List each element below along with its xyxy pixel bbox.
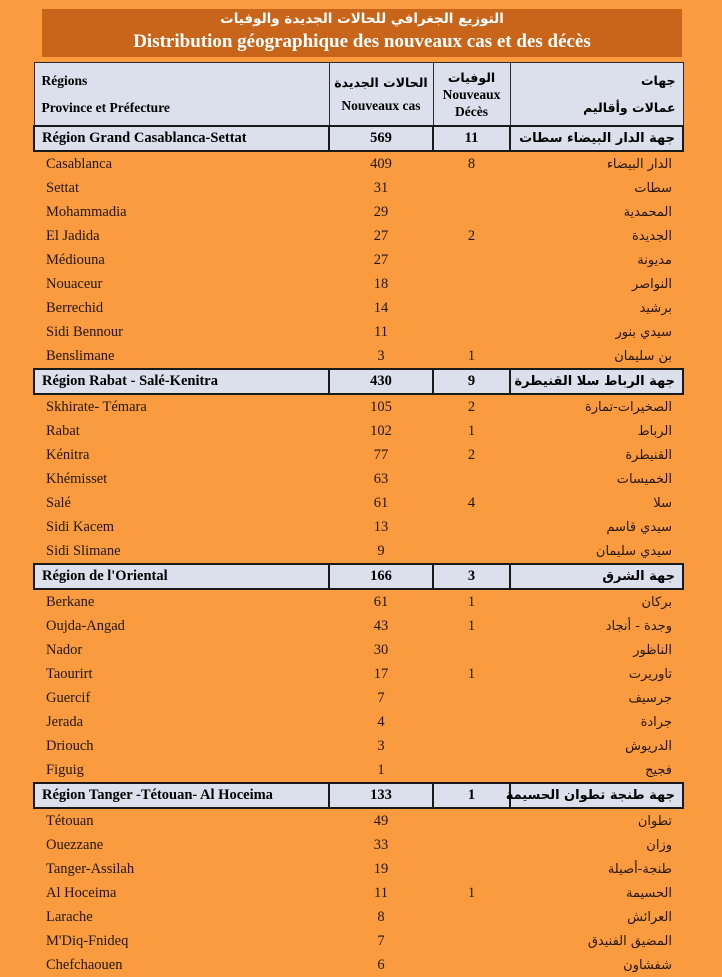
region-summary-row xyxy=(34,369,683,394)
province-name: Figuig xyxy=(46,761,84,778)
region-name-arabic: جهة الدار البيضاء سطات xyxy=(510,126,683,151)
province-deaths: 1 xyxy=(467,347,476,364)
region-new-cases: 166 xyxy=(329,564,433,589)
table-row xyxy=(34,224,683,248)
province-new-cases: 77 xyxy=(373,446,389,463)
column-header-row xyxy=(34,63,683,127)
column-header-arabic-line2: عمالات وأقاليم xyxy=(583,100,676,115)
province-name-arabic: جرادة xyxy=(640,714,672,730)
province-deaths: 1 xyxy=(467,617,476,634)
province-new-cases: 30 xyxy=(373,641,389,658)
table-row xyxy=(34,491,683,515)
province-name: Kénitra xyxy=(46,446,90,463)
table-row xyxy=(34,296,683,320)
column-header-deaths-french-line2: Décès xyxy=(455,103,488,119)
table-body xyxy=(34,126,683,977)
province-new-cases: 29 xyxy=(373,203,389,220)
region-name: Région Grand Casablanca-Settat xyxy=(34,126,329,151)
region-name-arabic: جهة طنجة تطوان الحسيمة xyxy=(510,783,683,808)
province-name: Casablanca xyxy=(46,155,113,172)
column-header-region xyxy=(34,63,329,127)
province-new-cases: 1 xyxy=(377,761,385,778)
column-header-deaths xyxy=(433,63,510,127)
table-row xyxy=(34,808,683,833)
province-new-cases: 61 xyxy=(373,593,389,610)
province-new-cases: 4 xyxy=(377,713,385,730)
province-name: M'Diq-Fnideq xyxy=(46,932,129,949)
province-new-cases: 63 xyxy=(373,470,389,487)
province-name: Sidi Slimane xyxy=(46,542,121,559)
column-header-arabic-line1: جهات xyxy=(640,73,676,88)
province-new-cases: 7 xyxy=(377,689,385,706)
province-new-cases: 27 xyxy=(373,227,389,244)
province-name: Salé xyxy=(46,494,71,511)
table-row xyxy=(34,686,683,710)
region-deaths: 3 xyxy=(433,564,510,589)
province-name: Nouaceur xyxy=(46,275,103,292)
column-header-new-cases-french: Nouveaux cas xyxy=(341,98,421,113)
province-deaths xyxy=(433,857,510,881)
province-deaths: 1 xyxy=(467,884,476,901)
province-name-arabic: الجديدة xyxy=(631,228,672,244)
province-name-arabic: الناظور xyxy=(633,642,672,658)
province-name: Taourirt xyxy=(46,665,93,682)
province-name: Oujda-Angad xyxy=(46,617,125,634)
province-name-arabic: الدار البيضاء xyxy=(606,156,672,172)
province-name-arabic: الخميسات xyxy=(616,471,672,487)
province-name: Tanger-Assilah xyxy=(46,860,135,877)
province-deaths: 1 xyxy=(467,593,476,610)
region-new-cases: 569 xyxy=(329,126,433,151)
province-name-arabic: بركان xyxy=(641,594,672,610)
province-new-cases: 27 xyxy=(373,251,389,268)
province-name-arabic: العرائش xyxy=(627,909,672,925)
province-deaths xyxy=(433,176,510,200)
province-deaths xyxy=(433,710,510,734)
province-name: Larache xyxy=(46,908,93,925)
province-name-arabic: مديونة xyxy=(637,252,672,268)
province-new-cases: 31 xyxy=(373,179,389,196)
table-row xyxy=(34,200,683,224)
province-name-arabic: بن سليمان xyxy=(614,348,672,364)
region-deaths: 1 xyxy=(433,783,510,808)
province-new-cases: 11 xyxy=(374,323,388,340)
province-deaths: 8 xyxy=(467,155,476,172)
table-row xyxy=(34,589,683,614)
province-new-cases: 3 xyxy=(377,737,385,754)
column-header-new-cases-arabic: الحالات الجديدة xyxy=(334,75,428,90)
province-new-cases: 33 xyxy=(373,836,389,853)
table-row xyxy=(34,515,683,539)
table-row xyxy=(34,272,683,296)
province-name-arabic: سيدي بنور xyxy=(615,324,672,340)
province-deaths xyxy=(433,539,510,564)
table-row xyxy=(34,857,683,881)
province-deaths xyxy=(433,734,510,758)
column-header-new-cases xyxy=(329,63,433,127)
province-name-arabic: وزان xyxy=(646,837,672,853)
province-name: Jerada xyxy=(46,713,84,730)
province-name-arabic: وجدة - أنجاد xyxy=(605,618,672,634)
province-new-cases: 19 xyxy=(373,860,389,877)
table-row xyxy=(34,758,683,783)
province-new-cases: 61 xyxy=(373,494,389,511)
region-name: Région Tanger -Tétouan- Al Hoceima xyxy=(34,783,329,808)
province-new-cases: 17 xyxy=(373,665,389,682)
table-row xyxy=(34,539,683,564)
province-new-cases: 43 xyxy=(373,617,389,634)
province-name: Settat xyxy=(46,179,80,196)
province-name-arabic: الدريوش xyxy=(625,738,672,754)
province-name-arabic: سلا xyxy=(653,495,672,511)
table-row xyxy=(34,176,683,200)
table-row xyxy=(34,394,683,419)
province-deaths xyxy=(433,686,510,710)
table-row xyxy=(34,344,683,369)
province-new-cases: 14 xyxy=(373,299,389,316)
province-name-arabic: سطات xyxy=(634,180,672,196)
province-new-cases: 102 xyxy=(370,422,392,439)
table-row xyxy=(34,905,683,929)
province-new-cases: 49 xyxy=(373,812,389,829)
region-summary-row xyxy=(34,783,683,808)
province-name-arabic: سيدي سليمان xyxy=(595,543,672,559)
province-deaths: 1 xyxy=(467,665,476,682)
region-name-arabic: جهة الرباط سلا القنيطرة xyxy=(510,369,683,394)
province-new-cases: 18 xyxy=(373,275,389,292)
province-deaths xyxy=(433,758,510,783)
province-name: Berkane xyxy=(46,593,95,610)
province-name: Skhirate- Témara xyxy=(46,398,147,415)
table-row xyxy=(34,734,683,758)
province-deaths: 4 xyxy=(467,494,476,511)
province-name: Sidi Bennour xyxy=(46,323,123,340)
table-row xyxy=(34,151,683,176)
region-summary-row xyxy=(34,564,683,589)
province-name-arabic: المحمدية xyxy=(623,204,672,220)
column-header-region-line2: Province et Préfecture xyxy=(41,100,170,115)
province-new-cases: 13 xyxy=(373,518,389,535)
table-header xyxy=(34,63,683,127)
province-deaths xyxy=(433,200,510,224)
column-header-deaths-french-line1: Nouveaux xyxy=(442,86,501,102)
table-row xyxy=(34,419,683,443)
province-new-cases: 7 xyxy=(377,932,385,949)
region-deaths: 11 xyxy=(433,126,510,151)
province-name-arabic: الحسيمة xyxy=(626,885,672,901)
province-name: Berrechid xyxy=(46,299,104,316)
province-name-arabic: فجيج xyxy=(645,762,672,778)
region-name: Région de l'Oriental xyxy=(34,564,329,589)
province-name-arabic: جرسيف xyxy=(628,690,672,706)
province-name-arabic: النواصر xyxy=(631,276,672,292)
province-deaths xyxy=(433,272,510,296)
province-deaths xyxy=(433,905,510,929)
province-deaths xyxy=(433,638,510,662)
table-row xyxy=(34,710,683,734)
table-row xyxy=(34,614,683,638)
province-name: Chefchaouen xyxy=(46,956,123,973)
province-name-arabic: تاوريرت xyxy=(628,666,672,682)
province-name-arabic: القنيطرة xyxy=(625,447,672,463)
province-name: Tétouan xyxy=(46,812,94,829)
province-name: Nador xyxy=(46,641,83,658)
province-name: Médiouna xyxy=(46,251,105,268)
province-name: Al Hoceima xyxy=(46,884,117,901)
province-new-cases: 6 xyxy=(377,956,385,973)
province-new-cases: 8 xyxy=(377,908,385,925)
province-name-arabic: تطوان xyxy=(637,813,672,829)
table-row xyxy=(34,248,683,272)
page-title-french: Distribution géographique des nouveaux cas et des décès xyxy=(133,31,591,52)
region-deaths: 9 xyxy=(433,369,510,394)
province-name: El Jadida xyxy=(46,227,100,244)
region-new-cases: 133 xyxy=(329,783,433,808)
province-name: Khémisset xyxy=(46,470,108,487)
region-name: Région Rabat - Salé-Kenitra xyxy=(34,369,329,394)
column-header-deaths-arabic: الوفيات xyxy=(447,69,496,85)
region-summary-row xyxy=(34,126,683,151)
province-deaths: 2 xyxy=(467,446,476,463)
province-name: Guercif xyxy=(46,689,91,706)
column-header-region-line1: Régions xyxy=(41,73,88,88)
province-new-cases: 11 xyxy=(374,884,388,901)
region-new-cases: 430 xyxy=(329,369,433,394)
province-new-cases: 9 xyxy=(377,542,385,559)
province-deaths xyxy=(433,515,510,539)
page-title-arabic: التوزيع الجغرافي للحالات الجديدة والوفيات xyxy=(220,11,504,27)
geographic-distribution-table xyxy=(33,62,684,977)
province-deaths xyxy=(433,953,510,977)
province-deaths xyxy=(433,320,510,344)
table-row xyxy=(34,881,683,905)
province-new-cases: 3 xyxy=(377,347,385,364)
province-name: Driouch xyxy=(46,737,94,754)
province-name: Rabat xyxy=(46,422,80,439)
province-deaths xyxy=(433,296,510,320)
table-row xyxy=(34,320,683,344)
province-name: Sidi Kacem xyxy=(46,518,115,535)
table-row xyxy=(34,638,683,662)
province-deaths xyxy=(433,833,510,857)
region-name-arabic: جهة الشرق xyxy=(510,564,683,589)
province-deaths xyxy=(433,467,510,491)
province-name-arabic: برشيد xyxy=(639,300,672,316)
province-name: Benslimane xyxy=(46,347,115,364)
province-name: Ouezzane xyxy=(46,836,104,853)
province-new-cases: 409 xyxy=(370,155,392,172)
table-row xyxy=(34,443,683,467)
column-header-arabic-region xyxy=(510,63,683,127)
province-name: Mohammadia xyxy=(46,203,127,220)
province-name-arabic: شفشاون xyxy=(623,957,672,973)
province-name-arabic: طنجة-أصيلة xyxy=(607,861,672,877)
table-row xyxy=(34,467,683,491)
province-new-cases: 105 xyxy=(370,398,392,415)
province-deaths: 2 xyxy=(467,227,476,244)
table-row xyxy=(34,662,683,686)
table-row xyxy=(34,929,683,953)
province-deaths xyxy=(433,929,510,953)
province-name-arabic: سيدي قاسم xyxy=(606,519,672,535)
province-name-arabic: الرباط xyxy=(637,423,672,439)
province-deaths xyxy=(433,248,510,272)
title-banner xyxy=(42,9,682,57)
province-deaths: 2 xyxy=(467,398,476,415)
province-deaths: 1 xyxy=(467,422,476,439)
table-row xyxy=(34,833,683,857)
province-name-arabic: الصخيرات-تمارة xyxy=(584,399,672,415)
province-name-arabic: المضيق الفنيدق xyxy=(587,933,672,949)
province-deaths xyxy=(433,808,510,833)
table-row xyxy=(34,953,683,977)
